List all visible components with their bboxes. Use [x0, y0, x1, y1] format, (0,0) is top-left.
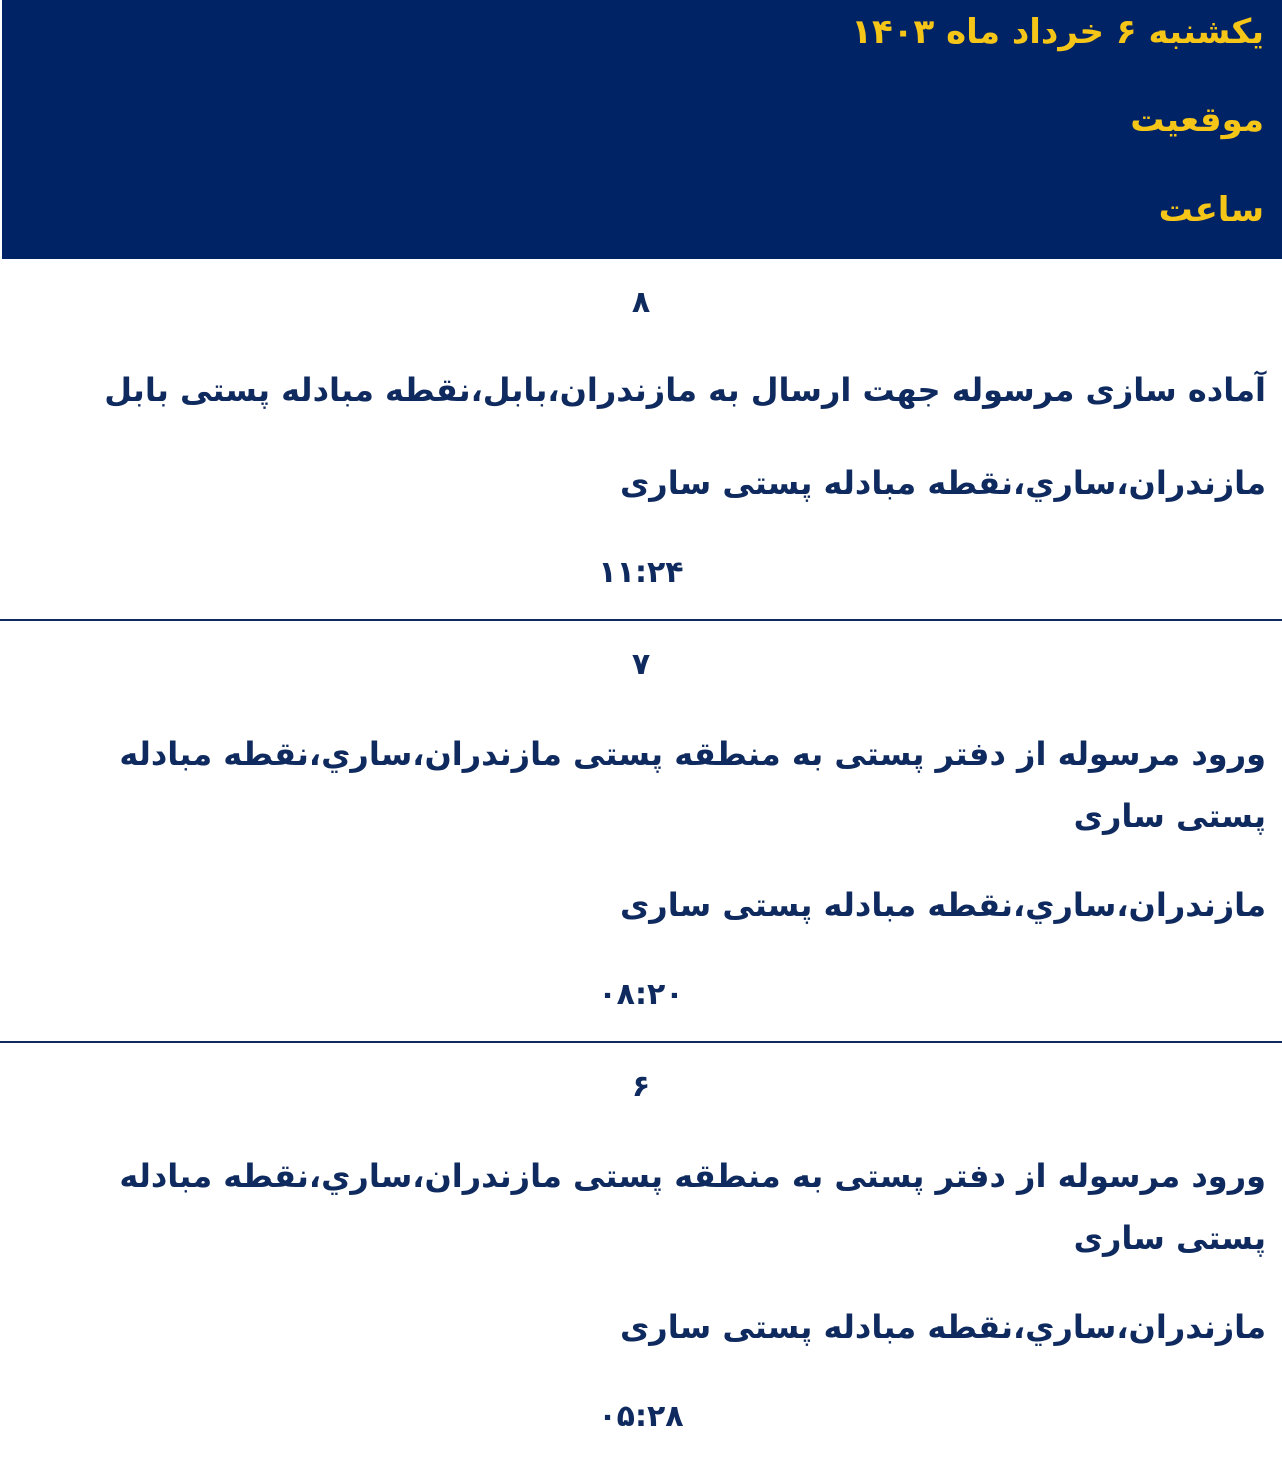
entry-location: مازندران،ساري،نقطه مبادله پستی ساری: [619, 1308, 1266, 1346]
header-date: یکشنبه ۶ خرداد ماه ۱۴۰۳: [851, 12, 1264, 52]
entry-time: ۰۵:۲۸: [598, 1399, 684, 1434]
header-time-label: ساعت: [1158, 190, 1264, 230]
entry-number: ۶: [631, 1069, 651, 1104]
tracking-entry: [0, 621, 1282, 1041]
entry-time: ۰۸:۲۰: [598, 977, 684, 1012]
header-location-label: موقعیت: [1130, 100, 1264, 140]
entry-number: ۸: [631, 285, 651, 320]
entry-description: ورود مرسوله از دفتر پستی به منطقه پستی مازندران،ساري،نقطه مبادله پستی ساری: [119, 735, 1266, 835]
entry-description: آماده سازی مرسوله جهت ارسال به مازندران،بابل،نقطه مبادله پستی بابل: [104, 371, 1266, 409]
entry-location: مازندران،ساري،نقطه مبادله پستی ساری: [619, 886, 1266, 924]
entry-time: ۱۱:۲۴: [598, 555, 684, 590]
entry-location: مازندران،ساري،نقطه مبادله پستی ساری: [619, 464, 1266, 502]
entry-number: ۷: [631, 647, 651, 682]
entry-description: ورود مرسوله از دفتر پستی به منطقه پستی مازندران،ساري،نقطه مبادله پستی ساری: [119, 1157, 1266, 1257]
tracking-entry: [0, 259, 1282, 619]
tracking-entry: [0, 1043, 1282, 1457]
tracking-header: [2, 0, 1282, 259]
